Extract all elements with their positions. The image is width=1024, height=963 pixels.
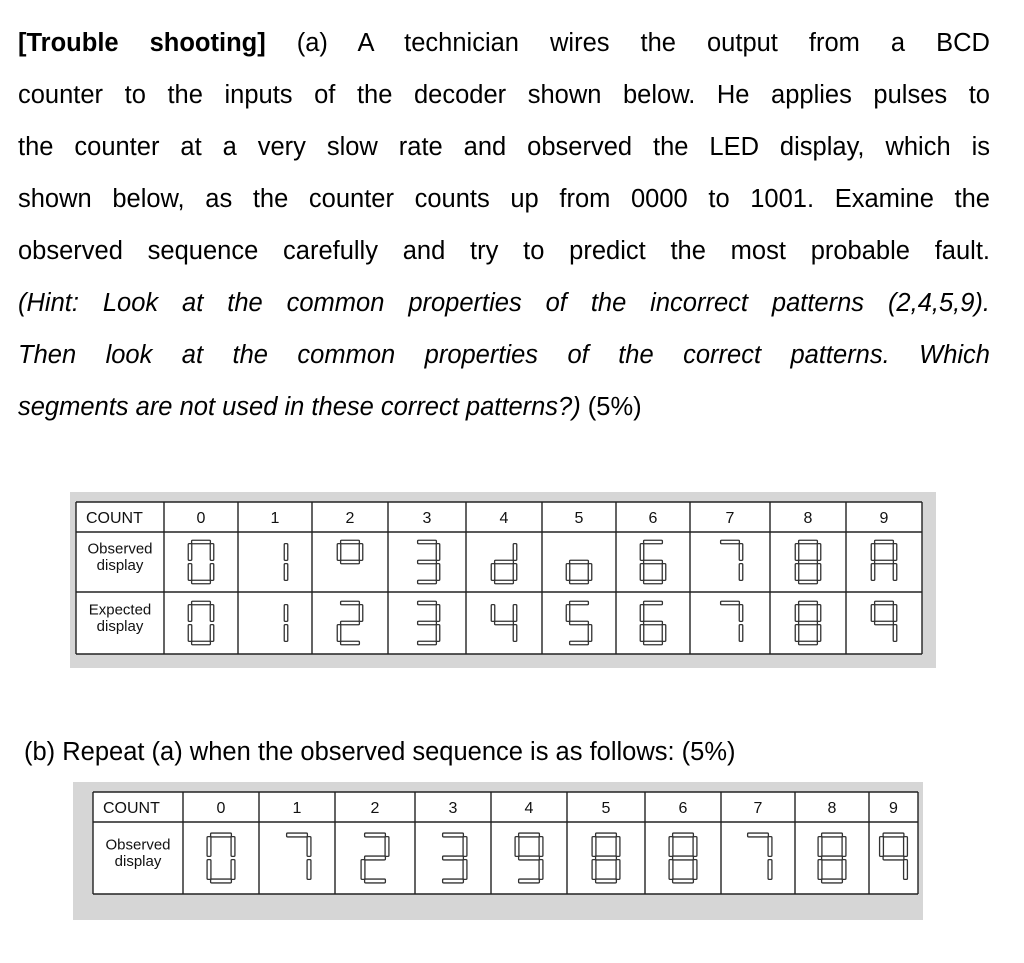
text-segment: the counter at a very slow rate and observed the LED display, which is	[18, 133, 990, 161]
observed-digit-5-segment-lower-right	[588, 564, 592, 581]
text-segment: shown below, as the counter counts up from 0000 to 1001. Examine the	[18, 185, 990, 213]
expected-digit-9-segment-lower-right	[893, 625, 897, 642]
observed-b-digit-8-segment-top	[822, 833, 843, 837]
observed-b-digit-0-segment-lower-right	[231, 860, 235, 880]
observed-b-digit-8-segment-bottom	[822, 879, 843, 883]
expected-digit-0-segment-bottom	[192, 641, 211, 645]
count-header-4: 4	[524, 800, 534, 817]
expected-digit-4-segment-upper-right	[513, 605, 517, 622]
observed-digit-8-segment-top	[799, 540, 818, 544]
count-header-9: 9	[879, 510, 889, 527]
observed-b-digit-9-segment-middle	[883, 856, 904, 860]
observed-b-digit-1-segment-lower-right	[307, 860, 311, 880]
observed-b-digit-7-segment-upper-right	[768, 837, 772, 857]
paragraph-line	[18, 173, 990, 225]
observed-digit-7-segment-top	[721, 540, 740, 544]
observed-b-digit-3-segment-top	[443, 833, 464, 837]
observed-b-digit-4-segment-upper-left	[515, 837, 519, 857]
observed-digit-0-segment-upper-right	[210, 544, 214, 561]
expected-digit-5-segment-upper-left	[566, 605, 570, 622]
count-header-8: 8	[803, 510, 813, 527]
paragraph-line	[18, 381, 990, 433]
expected-digit-5-segment-bottom	[570, 641, 589, 645]
observed-digit-2-segment-top	[341, 540, 360, 544]
observed-b-digit-0-segment-upper-left	[207, 837, 211, 857]
observed-b-label-word: Observed	[105, 836, 171, 854]
observed-digit-4-segment-lower-right	[513, 564, 517, 581]
expected-digit-3-segment-lower-right	[436, 625, 440, 642]
expected-digit-7-segment-top	[721, 601, 740, 605]
observed-b-digit-1-segment-top	[287, 833, 308, 837]
observed-b-digit-6-segment-top	[673, 833, 694, 837]
observed-b-digit-2-segment-upper-right	[385, 837, 389, 857]
observed-b-digit-8-segment-upper-right	[842, 837, 846, 857]
observed-digit-0-segment-top	[192, 540, 211, 544]
observed-digit-4-segment-lower-left	[491, 564, 495, 581]
observed-b-digit-7-segment-top	[748, 833, 769, 837]
observed-b-digit-4-segment-middle	[519, 856, 540, 860]
text-segment: counter to the inputs of the decoder shown below. He applies pulses to	[18, 81, 990, 109]
count-header-0: 0	[216, 800, 226, 817]
observed-b-label-word: display	[114, 853, 162, 871]
observed-b-digit-3-segment-middle	[443, 856, 464, 860]
observed-b-digit-1-segment-upper-right	[307, 837, 311, 857]
expected-label-word: Expected	[88, 601, 152, 619]
expected-digit-2-segment-upper-right	[359, 605, 363, 622]
count-header-3: 3	[422, 510, 432, 527]
observed-digit-9-segment-lower-left	[871, 564, 875, 581]
observed-b-digit-6-segment-middle	[673, 856, 694, 860]
observed-b-digit-4-segment-top	[519, 833, 540, 837]
observed-b-digit-4-segment-upper-right	[539, 837, 543, 857]
expected-digit-7-segment-lower-right	[739, 625, 743, 642]
question-part-b: (b) Repeat (a) when the observed sequence is as follows: (5%)	[24, 738, 736, 766]
observed-digit-6-segment-upper-left	[640, 544, 644, 561]
observed-digit-9-segment-top	[875, 540, 894, 544]
observed-digit-4-segment-upper-right	[513, 544, 517, 561]
count-header-1: 1	[292, 800, 302, 817]
count-header-7: 7	[753, 800, 763, 817]
observed-digit-3-segment-upper-right	[436, 544, 440, 561]
observed-digit-2-segment-upper-right	[359, 544, 363, 561]
expected-digit-9-segment-middle	[875, 621, 894, 625]
observed-b-digit-2-segment-middle	[365, 856, 386, 860]
text-segment: (Hint: Look at the common properties of the incorrect patterns (2,4,5,9).	[18, 289, 990, 317]
count-header-4: 4	[499, 510, 509, 527]
expected-digit-3-segment-upper-right	[436, 605, 440, 622]
observed-digit-3-segment-lower-right	[436, 564, 440, 581]
expected-digit-8-segment-top	[799, 601, 818, 605]
observed-b-digit-0-segment-upper-right	[231, 837, 235, 857]
expected-digit-6-segment-bottom	[644, 641, 663, 645]
count-header-5: 5	[601, 800, 611, 817]
display-table-a	[70, 492, 936, 668]
observed-digit-2-segment-upper-left	[337, 544, 341, 561]
text-segment: (a) A technician wires the output from a BCD	[265, 29, 990, 57]
expected-digit-6-segment-lower-right	[662, 625, 666, 642]
expected-digit-1-segment-upper-right	[284, 605, 288, 622]
count-header-0: 0	[196, 510, 206, 527]
expected-digit-3-segment-bottom	[418, 641, 437, 645]
expected-digit-8-segment-lower-left	[795, 625, 799, 642]
observed-digit-6-segment-top	[644, 540, 663, 544]
observed-label-word: Observed	[87, 540, 153, 558]
observed-digit-0-segment-bottom	[192, 580, 211, 584]
observed-b-digit-5-segment-upper-right	[616, 837, 620, 857]
observed-label-word: display	[96, 557, 144, 575]
expected-digit-4-segment-lower-right	[513, 625, 517, 642]
observed-b-digit-0-segment-top	[211, 833, 232, 837]
observed-digit-0-segment-lower-right	[210, 564, 214, 581]
expected-digit-9-segment-upper-left	[871, 605, 875, 622]
observed-b-digit-8-segment-lower-left	[818, 860, 822, 880]
count-header-2: 2	[345, 510, 355, 527]
display-table-b	[73, 782, 923, 920]
observed-digit-6-segment-middle	[644, 560, 663, 564]
observed-digit-7-segment-lower-right	[739, 564, 743, 581]
observed-b-digit-4-segment-lower-right	[539, 860, 543, 880]
observed-digit-5-segment-middle	[570, 560, 589, 564]
text-segment: (5%)	[580, 393, 642, 421]
count-header-6: 6	[678, 800, 688, 817]
question-part-a	[18, 17, 990, 433]
observed-digit-3-segment-middle	[418, 560, 437, 564]
expected-label-word: display	[96, 618, 144, 636]
observed-digit-8-segment-upper-left	[795, 544, 799, 561]
observed-digit-9-segment-lower-right	[893, 564, 897, 581]
count-header-2: 2	[370, 800, 380, 817]
expected-digit-9-segment-upper-right	[893, 605, 897, 622]
count-header-6: 6	[648, 510, 658, 527]
observed-digit-5-segment-bottom	[570, 580, 589, 584]
expected-digit-0-segment-lower-left	[188, 625, 192, 642]
observed-b-digit-6-segment-upper-left	[669, 837, 673, 857]
count-header-7: 7	[725, 510, 735, 527]
expected-digit-5-segment-middle	[570, 621, 589, 625]
count-header-label: COUNT	[103, 800, 160, 817]
observed-b-digit-5-segment-upper-left	[592, 837, 596, 857]
text-segment: Then look at the common properties of the correct patterns. Which	[18, 341, 990, 369]
observed-b-digit-5-segment-top	[596, 833, 617, 837]
display-table-a-grid	[70, 492, 936, 668]
count-header-5: 5	[574, 510, 584, 527]
count-header-8: 8	[827, 800, 837, 817]
expected-digit-8-segment-upper-left	[795, 605, 799, 622]
observed-digit-4-segment-bottom	[495, 580, 514, 584]
observed-b-digit-5-segment-lower-left	[592, 860, 596, 880]
observed-b-digit-9-segment-upper-right	[904, 837, 908, 857]
observed-digit-8-segment-middle	[799, 560, 818, 564]
observed-digit-7-segment-upper-right	[739, 544, 743, 561]
observed-b-digit-9-segment-top	[883, 833, 904, 837]
expected-digit-4-segment-upper-left	[491, 605, 495, 622]
observed-b-digit-8-segment-lower-right	[842, 860, 846, 880]
observed-digit-8-segment-bottom	[799, 580, 818, 584]
observed-digit-8-segment-upper-right	[817, 544, 821, 561]
observed-b-digit-2-segment-bottom	[365, 879, 386, 883]
observed-digit-9-segment-upper-right	[893, 544, 897, 561]
observed-b-digit-3-segment-bottom	[443, 879, 464, 883]
observed-b-digit-5-segment-middle	[596, 856, 617, 860]
observed-b-digit-3-segment-lower-right	[463, 860, 467, 880]
expected-digit-8-segment-middle	[799, 621, 818, 625]
observed-b-digit-0-segment-lower-left	[207, 860, 211, 880]
expected-digit-6-segment-middle	[644, 621, 663, 625]
expected-digit-2-segment-bottom	[341, 641, 360, 645]
expected-digit-2-segment-lower-left	[337, 625, 341, 642]
count-header-label: COUNT	[86, 510, 143, 527]
observed-b-digit-2-segment-top	[365, 833, 386, 837]
observed-digit-0-segment-lower-left	[188, 564, 192, 581]
text-segment: segments are not used in these correct patterns?)	[18, 393, 581, 421]
expected-digit-2-segment-middle	[341, 621, 360, 625]
expected-digit-3-segment-middle	[418, 621, 437, 625]
expected-digit-0-segment-upper-right	[210, 605, 214, 622]
count-header-3: 3	[448, 800, 458, 817]
observed-b-digit-0-segment-bottom	[211, 879, 232, 883]
observed-digit-8-segment-lower-right	[817, 564, 821, 581]
observed-digit-6-segment-lower-right	[662, 564, 666, 581]
observed-digit-5-segment-lower-left	[566, 564, 570, 581]
observed-b-digit-4-segment-bottom	[519, 879, 540, 883]
observed-b-digit-5-segment-bottom	[596, 879, 617, 883]
paragraph-line	[18, 225, 990, 277]
expected-digit-8-segment-upper-right	[817, 605, 821, 622]
paragraph-line	[18, 277, 990, 329]
observed-b-digit-9-segment-upper-left	[880, 837, 884, 857]
observed-b-digit-5-segment-lower-right	[616, 860, 620, 880]
observed-digit-9-segment-upper-left	[871, 544, 875, 561]
expected-digit-5-segment-lower-right	[588, 625, 592, 642]
expected-digit-8-segment-bottom	[799, 641, 818, 645]
paragraph-line	[18, 329, 990, 381]
expected-digit-0-segment-upper-left	[188, 605, 192, 622]
expected-digit-6-segment-lower-left	[640, 625, 644, 642]
observed-b-digit-8-segment-upper-left	[818, 837, 822, 857]
paragraph-line	[18, 69, 990, 121]
observed-digit-3-segment-bottom	[418, 580, 437, 584]
text-segment: observed sequence carefully and try to predict the most probable fault.	[18, 237, 990, 265]
expected-digit-8-segment-lower-right	[817, 625, 821, 642]
paragraph-line	[18, 17, 990, 69]
observed-b-digit-6-segment-bottom	[673, 879, 694, 883]
observed-digit-3-segment-top	[418, 540, 437, 544]
text-segment: [Trouble shooting]	[18, 29, 266, 57]
observed-b-digit-8-segment-middle	[822, 856, 843, 860]
count-header-9: 9	[889, 800, 898, 817]
expected-digit-3-segment-top	[418, 601, 437, 605]
observed-digit-1-segment-lower-right	[284, 564, 288, 581]
observed-digit-9-segment-middle	[875, 560, 894, 564]
count-header-1: 1	[270, 510, 280, 527]
observed-b-digit-6-segment-upper-right	[693, 837, 697, 857]
expected-digit-7-segment-upper-right	[739, 605, 743, 622]
observed-b-digit-7-segment-lower-right	[768, 860, 772, 880]
observed-digit-6-segment-bottom	[644, 580, 663, 584]
observed-digit-8-segment-lower-left	[795, 564, 799, 581]
expected-digit-6-segment-upper-left	[640, 605, 644, 622]
observed-b-digit-9-segment-lower-right	[904, 860, 908, 880]
observed-digit-1-segment-upper-right	[284, 544, 288, 561]
expected-digit-6-segment-top	[644, 601, 663, 605]
expected-digit-2-segment-top	[341, 601, 360, 605]
expected-digit-0-segment-top	[192, 601, 211, 605]
observed-b-digit-6-segment-lower-right	[693, 860, 697, 880]
expected-digit-9-segment-top	[875, 601, 894, 605]
observed-b-digit-2-segment-lower-left	[361, 860, 365, 880]
expected-digit-1-segment-lower-right	[284, 625, 288, 642]
observed-digit-6-segment-lower-left	[640, 564, 644, 581]
observed-digit-2-segment-middle	[341, 560, 360, 564]
expected-digit-0-segment-lower-right	[210, 625, 214, 642]
observed-digit-4-segment-middle	[495, 560, 514, 564]
display-table-b-grid	[73, 782, 923, 920]
paragraph-line	[18, 121, 990, 173]
expected-digit-5-segment-top	[570, 601, 589, 605]
observed-digit-0-segment-upper-left	[188, 544, 192, 561]
observed-b-digit-3-segment-upper-right	[463, 837, 467, 857]
observed-b-digit-6-segment-lower-left	[669, 860, 673, 880]
expected-digit-4-segment-middle	[495, 621, 514, 625]
